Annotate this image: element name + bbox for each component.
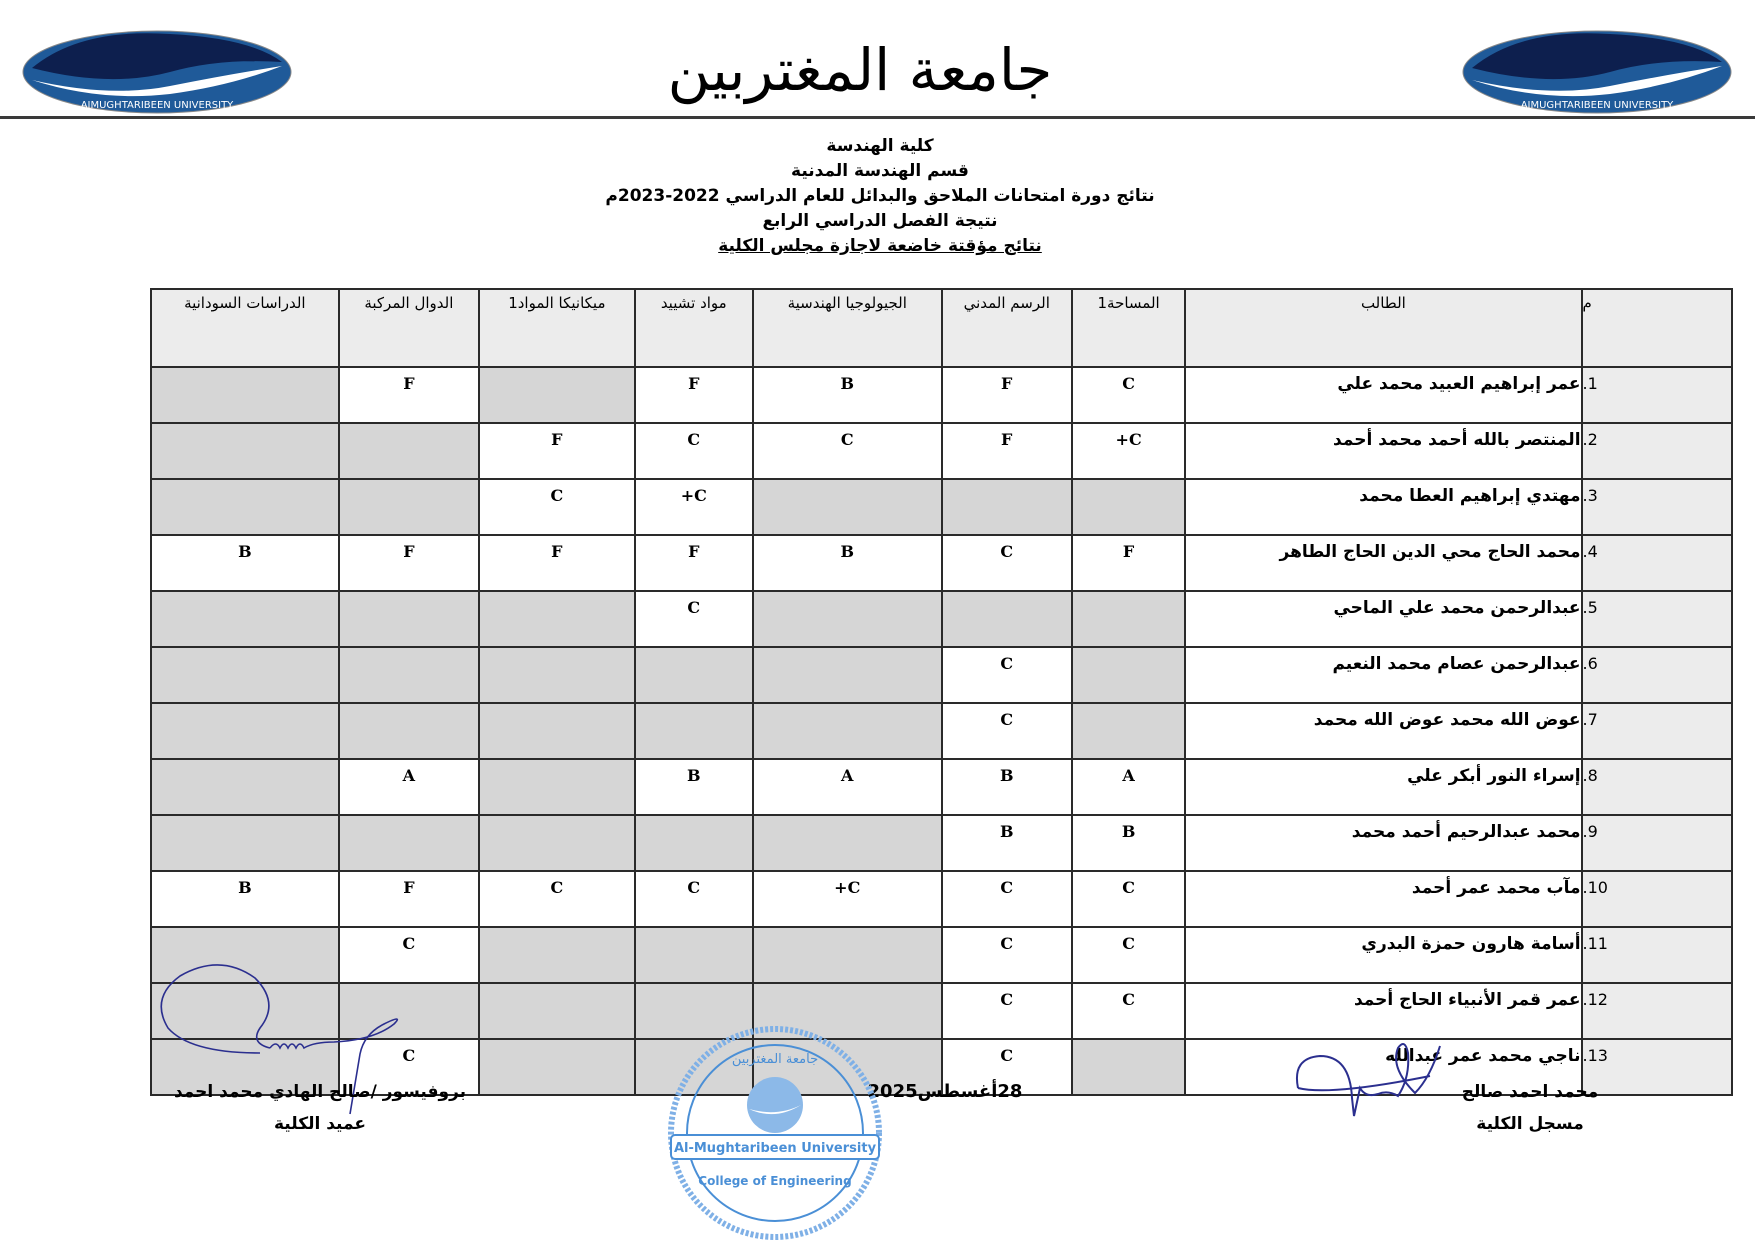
grade-cell: C+ xyxy=(753,871,942,927)
grade-cell: C xyxy=(635,423,753,479)
svg-text:جامعة المغتربين: جامعة المغتربين xyxy=(731,1052,819,1067)
grade-cell: C xyxy=(942,871,1072,927)
grade-cell xyxy=(151,815,339,871)
column-header-course: ميكانيكا المواد1 xyxy=(479,289,634,367)
student-name: ناجي محمد عمر عبدالله xyxy=(1185,1039,1581,1095)
row-number: 2. xyxy=(1582,423,1732,479)
student-name: أسامة هارون حمزة البدري xyxy=(1185,927,1581,983)
session-title: نتائج دورة امتحانات الملاحق والبدائل للعام الدراسي 2022-2023م xyxy=(605,186,1155,206)
department-title: قسم الهندسة المدنية xyxy=(791,161,969,181)
dean-block xyxy=(160,1076,480,1140)
grade-cell xyxy=(339,479,479,535)
row-number: 12. xyxy=(1582,983,1732,1039)
student-name: عوض الله محمد عوض الله محمد xyxy=(1185,703,1581,759)
grade-cell: F xyxy=(339,367,479,423)
grade-cell: F xyxy=(479,423,634,479)
column-header-course: الرسم المدني xyxy=(942,289,1072,367)
grade-cell: F xyxy=(942,367,1072,423)
grade-cell xyxy=(1072,647,1185,703)
grade-cell xyxy=(339,815,479,871)
column-header-course: الدوال المركبة xyxy=(339,289,479,367)
svg-text:AIMUGHTARIBEEN UNIVERSITY: AIMUGHTARIBEEN UNIVERSITY xyxy=(1520,100,1674,111)
grade-cell: B xyxy=(753,535,942,591)
grade-cell: A xyxy=(753,759,942,815)
grade-cell xyxy=(479,927,634,983)
table-row xyxy=(151,815,1732,871)
grade-cell xyxy=(479,1039,634,1095)
grade-cell xyxy=(635,927,753,983)
grade-cell xyxy=(479,983,634,1039)
grade-cell: F xyxy=(635,535,753,591)
column-header-course: الدراسات السودانية xyxy=(151,289,339,367)
student-name: عمر إبراهيم العبيد محمد علي xyxy=(1185,367,1581,423)
grade-cell: B xyxy=(151,871,339,927)
row-number: 5. xyxy=(1582,591,1732,647)
grade-cell xyxy=(479,591,634,647)
grade-cell xyxy=(942,479,1072,535)
dean-title: عميد الكلية xyxy=(274,1114,366,1134)
grade-cell xyxy=(479,367,634,423)
grade-cell: C xyxy=(1072,367,1185,423)
grade-cell xyxy=(151,591,339,647)
grade-cell: C xyxy=(753,423,942,479)
row-number: 8. xyxy=(1582,759,1732,815)
grade-cell: C+ xyxy=(1072,423,1185,479)
grade-cell xyxy=(479,647,634,703)
grade-cell xyxy=(339,591,479,647)
logo-text-en: AIMUGHTARIBEEN UNIVERSITY xyxy=(80,100,234,111)
grade-cell: C xyxy=(339,927,479,983)
grade-cell: B xyxy=(1072,815,1185,871)
grade-cell: C xyxy=(635,871,753,927)
student-name: محمد عبدالرحيم أحمد محمد xyxy=(1185,815,1581,871)
grade-cell: C xyxy=(635,591,753,647)
student-name: عبدالرحمن محمد علي الماحي xyxy=(1185,591,1581,647)
grade-cell xyxy=(942,591,1072,647)
grade-cell: C xyxy=(479,871,634,927)
column-header-number: م xyxy=(1582,289,1732,367)
university-logo-left xyxy=(20,28,295,116)
row-number: 7. xyxy=(1582,703,1732,759)
grade-cell: F xyxy=(339,871,479,927)
grade-cell xyxy=(151,367,339,423)
provisional-notice: نتائج مؤقتة خاضعة لاجازة مجلس الكلية xyxy=(718,236,1042,256)
column-header-course: الجيولوجيا الهندسية xyxy=(753,289,942,367)
row-number: 4. xyxy=(1582,535,1732,591)
grade-cell xyxy=(479,815,634,871)
grade-cell: A xyxy=(339,759,479,815)
svg-text:College of Engineering: College of Engineering xyxy=(698,1174,852,1188)
grade-cell xyxy=(479,703,634,759)
row-number: 11. xyxy=(1582,927,1732,983)
row-number: 1. xyxy=(1582,367,1732,423)
grade-cell: C xyxy=(942,647,1072,703)
university-name: جامعة المغتربين xyxy=(667,36,1053,104)
column-header-course: مواد تشييد xyxy=(635,289,753,367)
grade-cell xyxy=(339,703,479,759)
grade-cell xyxy=(151,703,339,759)
table-header-row xyxy=(151,289,1732,367)
table-row xyxy=(151,703,1732,759)
grade-cell xyxy=(753,927,942,983)
student-name: المنتصر بالله أحمد محمد أحمد xyxy=(1185,423,1581,479)
issue-date: 28أغسطس2025 xyxy=(867,1081,1023,1102)
row-number: 13. xyxy=(1582,1039,1732,1095)
grade-cell: F xyxy=(479,535,634,591)
grade-cell: C xyxy=(942,703,1072,759)
registrar-name: محمد احمد صالح xyxy=(1461,1082,1599,1102)
grade-cell: F xyxy=(942,423,1072,479)
college-title: كلية الهندسة xyxy=(826,136,934,156)
row-number: 6. xyxy=(1582,647,1732,703)
grade-cell: C xyxy=(339,1039,479,1095)
grade-cell xyxy=(1072,703,1185,759)
header-divider xyxy=(0,116,1755,119)
column-header-course: المساحة1 xyxy=(1072,289,1185,367)
grade-cell: B xyxy=(942,759,1072,815)
grade-cell: C+ xyxy=(635,479,753,535)
table-row xyxy=(151,759,1732,815)
table-row xyxy=(151,591,1732,647)
grade-cell: C xyxy=(942,535,1072,591)
registrar-title: مسجل الكلية xyxy=(1476,1114,1584,1134)
grade-cell: F xyxy=(339,535,479,591)
student-name: محمد الحاج محي الدين الحاج الطاهر xyxy=(1185,535,1581,591)
grade-cell xyxy=(1072,1039,1185,1095)
grade-cell: C xyxy=(1072,983,1185,1039)
grade-cell xyxy=(753,479,942,535)
grade-cell xyxy=(635,647,753,703)
table-row xyxy=(151,535,1732,591)
grade-cell: F xyxy=(635,367,753,423)
grade-cell: C xyxy=(1072,927,1185,983)
grade-cell: C xyxy=(942,1039,1072,1095)
student-name: إسراء النور أبكر علي xyxy=(1185,759,1581,815)
grade-cell: B xyxy=(151,535,339,591)
university-logo-right xyxy=(1460,28,1735,116)
grade-cell xyxy=(753,815,942,871)
student-name: مآب محمد عمر أحمد xyxy=(1185,871,1581,927)
grade-cell: F xyxy=(1072,535,1185,591)
grade-cell xyxy=(339,423,479,479)
table-row xyxy=(151,367,1732,423)
grade-cell: C xyxy=(479,479,634,535)
row-number: 9. xyxy=(1582,815,1732,871)
student-name: عمر قمر الأنبياء الحاج أحمد xyxy=(1185,983,1581,1039)
grade-cell: B xyxy=(635,759,753,815)
grade-cell xyxy=(339,647,479,703)
semester-title: نتيجة الفصل الدراسي الرابع xyxy=(762,211,998,231)
title-block xyxy=(560,134,1200,259)
grade-cell: C xyxy=(942,983,1072,1039)
table-row xyxy=(151,647,1732,703)
grade-cell xyxy=(1072,479,1185,535)
college-stamp xyxy=(665,1025,885,1240)
grade-cell xyxy=(151,759,339,815)
student-name: مهتدي إبراهيم العطا محمد xyxy=(1185,479,1581,535)
svg-text:Al-Mughtaribeen University: Al-Mughtaribeen University xyxy=(673,1141,877,1156)
grade-cell xyxy=(479,759,634,815)
grade-cell xyxy=(151,423,339,479)
grade-cell: C xyxy=(942,927,1072,983)
registrar-signature xyxy=(1290,1038,1450,1118)
row-number: 3. xyxy=(1582,479,1732,535)
grade-cell xyxy=(753,591,942,647)
student-name: عبدالرحمن عصام محمد النعيم xyxy=(1185,647,1581,703)
grade-cell xyxy=(635,815,753,871)
table-row xyxy=(151,479,1732,535)
column-header-student: الطالب xyxy=(1185,289,1581,367)
grade-cell xyxy=(1072,591,1185,647)
grade-cell: A xyxy=(1072,759,1185,815)
row-number: 10. xyxy=(1582,871,1732,927)
registrar-block xyxy=(1440,1076,1620,1140)
table-row xyxy=(151,871,1732,927)
grade-cell: B xyxy=(753,367,942,423)
grade-cell xyxy=(151,479,339,535)
grade-cell: B xyxy=(942,815,1072,871)
grade-cell xyxy=(753,703,942,759)
table-row xyxy=(151,423,1732,479)
grade-cell: C xyxy=(1072,871,1185,927)
grade-cell xyxy=(753,647,942,703)
dean-name: بروفيسور /صالح الهادي محمد احمد xyxy=(173,1082,467,1102)
grade-cell xyxy=(635,703,753,759)
grade-cell xyxy=(151,647,339,703)
